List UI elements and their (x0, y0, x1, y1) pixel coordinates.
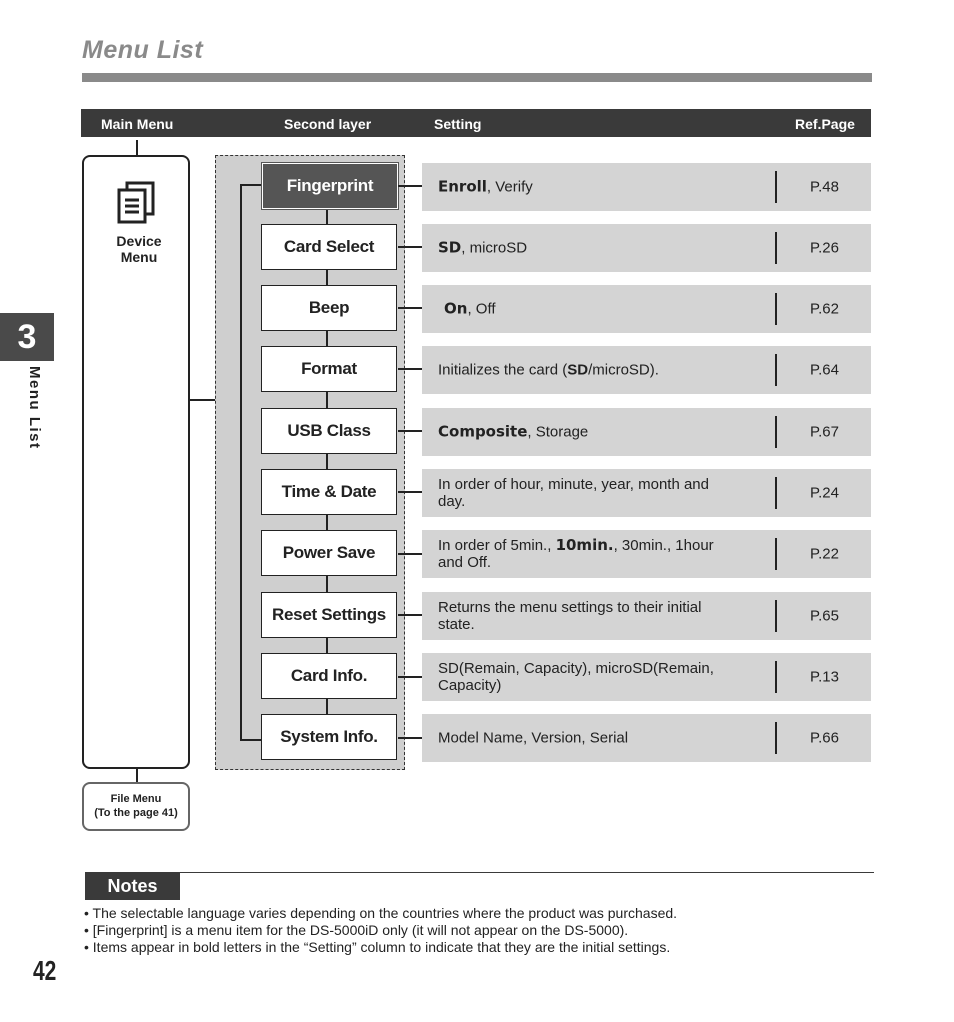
ref-page: P.22 (810, 545, 839, 563)
note-item: • The selectable language varies depending on the countries where the product was purchased. (84, 905, 677, 922)
connector (190, 399, 215, 401)
note-item: • Items appear in bold letters in the “Setting” column to indicate that they are the initial settings. (84, 939, 677, 956)
divider (775, 232, 777, 264)
setting-text: Initializes the card (SD/microSD). (438, 361, 659, 379)
connector (398, 614, 422, 616)
file-menu-box[interactable]: File Menu (To the page 41) (82, 782, 190, 831)
setting-text: Model Name, Version, Serial (438, 729, 629, 747)
chapter-tab: 3 (0, 313, 54, 361)
header-ref-page: Ref.Page (795, 116, 855, 132)
menu-item-time-date[interactable]: Time & Date (261, 469, 397, 515)
menu-item-usb-class[interactable]: USB Class (261, 408, 397, 454)
notes-list (84, 905, 677, 956)
setting-text: SD, microSD (438, 238, 528, 257)
notes-title: Notes (85, 873, 180, 900)
connector (240, 739, 262, 741)
title-rule (82, 73, 872, 82)
divider (775, 477, 777, 509)
divider (775, 661, 777, 693)
ref-page: P.26 (810, 239, 839, 257)
menu-item-format[interactable]: Format (261, 346, 397, 392)
connector (398, 246, 422, 248)
divider (775, 538, 777, 570)
ref-page: P.24 (810, 484, 839, 502)
page-number: 42 (33, 955, 57, 986)
setting-text: On, Off (444, 299, 496, 318)
notes-rule (85, 872, 874, 873)
menu-item-system-info[interactable]: System Info. (261, 714, 397, 760)
divider (775, 293, 777, 325)
setting-row-power-save (422, 530, 871, 578)
setting-text: In order of hour, minute, year, month and day. (438, 476, 709, 510)
setting-row-system-info (422, 714, 871, 762)
divider (775, 416, 777, 448)
menu-item-card-select[interactable]: Card Select (261, 224, 397, 270)
table-header (81, 109, 871, 137)
divider (775, 171, 777, 203)
page-title: Menu List (82, 36, 204, 64)
divider (775, 354, 777, 386)
setting-text: Composite, Storage (438, 422, 589, 441)
menu-item-beep[interactable]: Beep (261, 285, 397, 331)
header-main-menu: Main Menu (101, 116, 174, 132)
setting-text: Enroll, Verify (438, 177, 533, 196)
divider (775, 600, 777, 632)
setting-row-time-date (422, 469, 871, 517)
document-icon (117, 180, 157, 224)
ref-page: P.48 (810, 178, 839, 196)
chapter-label: Menu List (26, 366, 43, 450)
connector (136, 140, 138, 155)
connector (398, 676, 422, 678)
setting-row-card-info (422, 653, 871, 701)
setting-row-reset-settings (422, 592, 871, 640)
ref-page: P.67 (810, 423, 839, 441)
ref-page: P.13 (810, 668, 839, 686)
menu-item-power-save[interactable]: Power Save (261, 530, 397, 576)
connector (240, 184, 262, 186)
connector (398, 185, 422, 187)
connector (398, 368, 422, 370)
connector (398, 430, 422, 432)
ref-page: P.65 (810, 607, 839, 625)
setting-row-fingerprint (422, 163, 871, 211)
divider (775, 722, 777, 754)
setting-text: Returns the menu settings to their initial state. (438, 599, 702, 633)
note-item: • [Fingerprint] is a menu item for the DS-5000iD only (it will not appear on the DS-5000). (84, 922, 677, 939)
device-menu-label: Device Menu (116, 233, 162, 265)
setting-text: In order of 5min., 10min., 30min., 1hour and Off. (438, 536, 714, 571)
menu-item-card-info[interactable]: Card Info. (261, 653, 397, 699)
setting-row-beep (422, 285, 871, 333)
menu-item-reset-settings[interactable]: Reset Settings (261, 592, 397, 638)
connector (398, 307, 422, 309)
header-second-layer: Second layer (284, 116, 372, 132)
connector (398, 491, 422, 493)
connector (240, 184, 242, 740)
connector (398, 553, 422, 555)
setting-row-card-select (422, 224, 871, 272)
setting-text: SD(Remain, Capacity), microSD(Remain, Capacity) (438, 660, 714, 694)
menu-item-fingerprint[interactable]: Fingerprint (262, 163, 398, 209)
connector (136, 769, 138, 782)
ref-page: P.64 (810, 361, 839, 379)
setting-row-format (422, 346, 871, 394)
connector (398, 737, 422, 739)
ref-page: P.62 (810, 300, 839, 318)
setting-row-usb-class (422, 408, 871, 456)
header-setting: Setting (434, 116, 482, 132)
ref-page: P.66 (810, 729, 839, 747)
